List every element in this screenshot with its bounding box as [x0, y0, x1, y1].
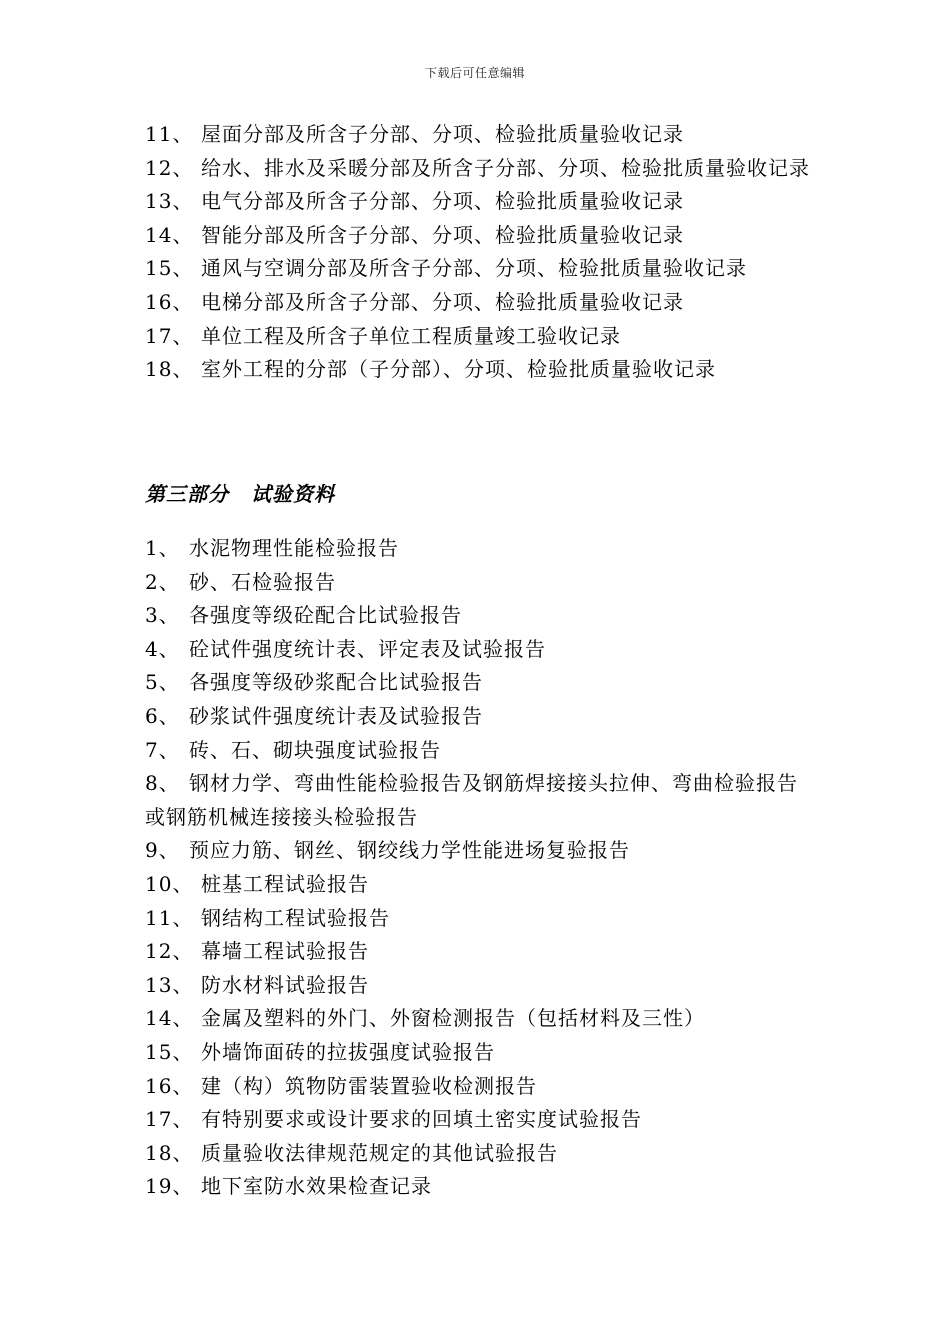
item-number: 6、	[145, 703, 180, 728]
item-number: 14、	[145, 1006, 194, 1031]
item-number: 11、	[145, 122, 194, 146]
item-text: 防水材料试验报告	[201, 972, 369, 997]
list-item	[145, 834, 815, 868]
item-text: 金属及塑料的外门、外窗检测报告（包括材料及三性）	[201, 1006, 705, 1031]
list-item	[145, 633, 815, 667]
item-text: 钢材力学、弯曲性能检验报告及钢筋焊接接头拉伸、弯曲检验报告或钢筋机械连接接头检验报告	[145, 771, 798, 829]
item-text: 桩基工程试验报告	[201, 871, 369, 896]
item-text: 砼试件强度统计表、评定表及试验报告	[189, 636, 546, 661]
item-number: 8、	[145, 771, 180, 796]
item-text: 砂浆试件强度统计表及试验报告	[189, 703, 483, 728]
list-item	[145, 902, 815, 936]
item-text: 通风与空调分部及所含子分部、分项、检验批质量验收记录	[201, 256, 747, 281]
item-number: 16、	[145, 1073, 194, 1098]
page-header: 下载后可任意编辑	[424, 66, 525, 80]
item-number: 12、	[145, 155, 194, 180]
list-item	[145, 1137, 815, 1171]
item-text: 砖、石、砌块强度试验报告	[189, 737, 441, 762]
item-text: 建（构）筑物防雷装置验收检测报告	[201, 1073, 537, 1098]
item-number: 13、	[145, 972, 194, 997]
list-item	[145, 868, 815, 902]
part3-test-report-list	[145, 532, 815, 1204]
item-text: 幕墙工程试验报告	[201, 939, 369, 964]
list-item	[145, 566, 815, 600]
list-item	[145, 320, 815, 354]
item-text: 有特别要求或设计要求的回填土密实度试验报告	[201, 1107, 642, 1132]
list-item	[145, 969, 815, 1003]
part2-record-list	[145, 118, 815, 387]
list-item	[145, 353, 815, 387]
item-number: 17、	[145, 1107, 194, 1132]
item-text: 屋面分部及所含子分部、分项、检验批质量验收记录	[201, 122, 684, 146]
section-title-label: 试验资料	[251, 482, 335, 506]
list-item	[145, 767, 815, 834]
list-item	[145, 1170, 815, 1204]
item-text: 地下室防水效果检查记录	[201, 1174, 432, 1199]
item-number: 13、	[145, 189, 194, 214]
list-item	[145, 666, 815, 700]
list-item	[145, 219, 815, 253]
list-item	[145, 1036, 815, 1070]
list-item	[145, 185, 815, 219]
list-item	[145, 1103, 815, 1137]
item-text: 各强度等级砂浆配合比试验报告	[189, 670, 483, 695]
item-number: 15、	[145, 256, 194, 281]
item-number: 10、	[145, 871, 194, 896]
list-item	[145, 599, 815, 633]
item-number: 1、	[145, 536, 180, 560]
list-item	[145, 532, 815, 566]
item-text: 钢结构工程试验报告	[201, 905, 390, 930]
item-number: 14、	[145, 222, 194, 247]
item-number: 16、	[145, 289, 194, 314]
item-number: 9、	[145, 838, 180, 863]
list-item	[145, 286, 815, 320]
item-text: 外墙饰面砖的拉拔强度试验报告	[201, 1039, 495, 1064]
item-number: 18、	[145, 357, 194, 382]
item-number: 11、	[145, 905, 194, 930]
list-item	[145, 118, 815, 152]
item-text: 电气分部及所含子分部、分项、检验批质量验收记录	[201, 189, 684, 214]
item-number: 4、	[145, 636, 180, 661]
list-item	[145, 734, 815, 768]
list-item	[145, 252, 815, 286]
item-number: 2、	[145, 569, 180, 594]
list-item	[145, 700, 815, 734]
item-number: 18、	[145, 1140, 194, 1165]
section-part-label: 第三部分	[145, 482, 229, 506]
item-text: 室外工程的分部（子分部）、分项、检验批质量验收记录	[201, 357, 716, 382]
item-text: 预应力筋、钢丝、钢绞线力学性能进场复验报告	[189, 838, 630, 863]
item-number: 17、	[145, 323, 194, 348]
item-number: 12、	[145, 939, 194, 964]
list-item	[145, 1070, 815, 1104]
item-text: 单位工程及所含子单位工程质量竣工验收记录	[201, 323, 621, 348]
item-number: 15、	[145, 1039, 194, 1064]
item-text: 电梯分部及所含子分部、分项、检验批质量验收记录	[201, 289, 684, 314]
item-number: 3、	[145, 603, 180, 628]
section-heading	[145, 478, 335, 507]
item-text: 给水、排水及采暖分部及所含子分部、分项、检验批质量验收记录	[201, 155, 810, 180]
item-text: 质量验收法律规范规定的其他试验报告	[201, 1140, 558, 1165]
item-text: 各强度等级砼配合比试验报告	[189, 603, 462, 628]
list-item	[145, 935, 815, 969]
item-text: 砂、石检验报告	[189, 569, 336, 594]
list-item	[145, 152, 815, 186]
item-number: 7、	[145, 737, 180, 762]
list-item	[145, 1002, 815, 1036]
item-number: 19、	[145, 1174, 194, 1199]
item-text: 智能分部及所含子分部、分项、检验批质量验收记录	[201, 222, 684, 247]
item-number: 5、	[145, 670, 180, 695]
item-text: 水泥物理性能检验报告	[189, 536, 399, 560]
